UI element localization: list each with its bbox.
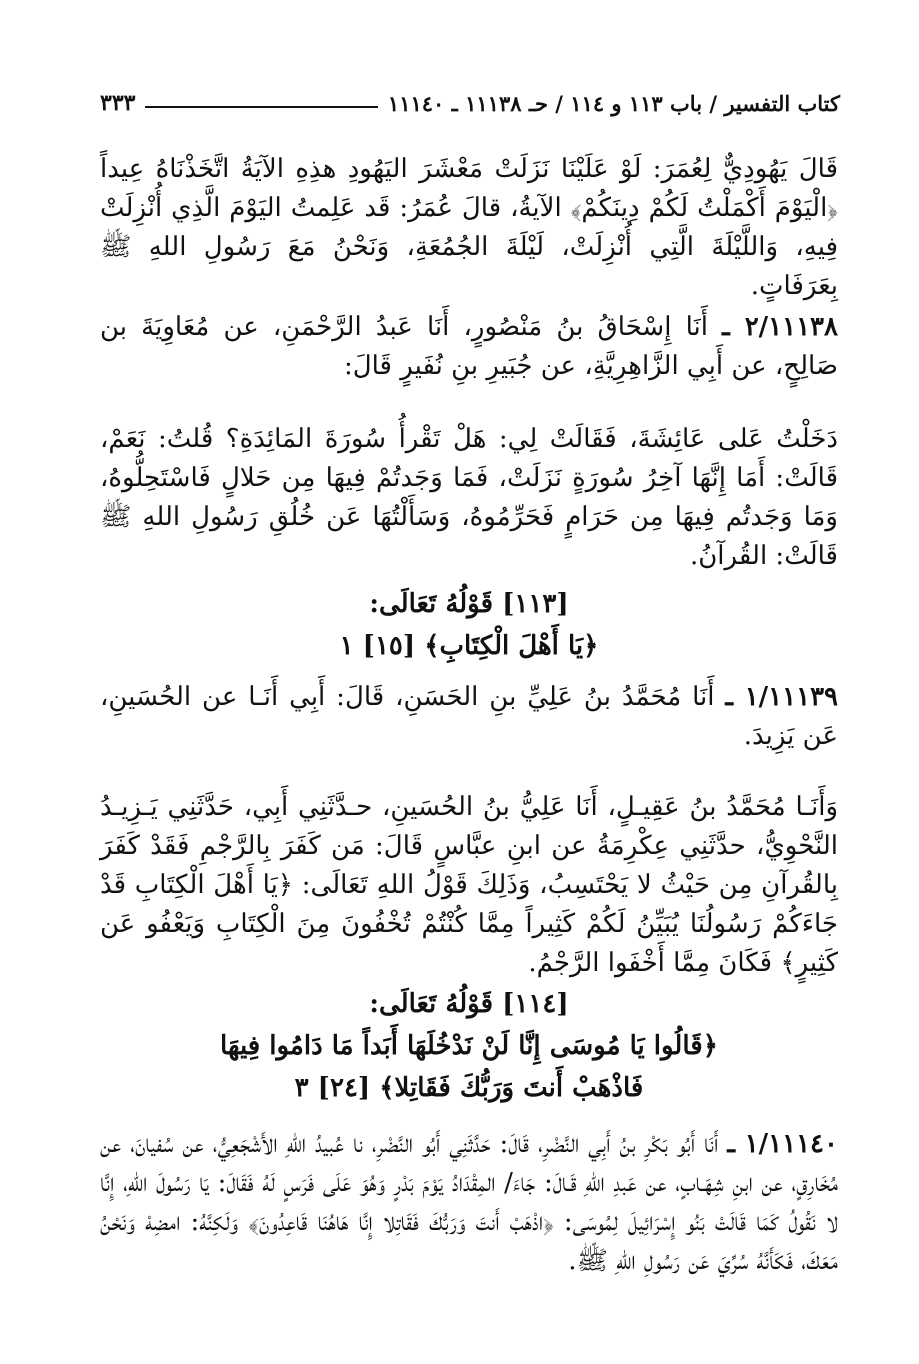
header-rule: [145, 106, 377, 108]
heading-title: [١١٤] قَوْلُهُ تَعَالَى:: [369, 989, 569, 1019]
running-title: كتاب التفسير / باب ١١٣ و ١١٤ / حـ ١١١٣٨ ـ ١١١٤٠: [387, 90, 840, 116]
section-heading-113: [100, 583, 838, 667]
hadith-number: ١/١١١٣٩ ـ: [725, 682, 839, 712]
paragraph-ikrima-text: وَأَنَـا مُحَمَّدُ بنُ عَقِيـلٍ، أَنَا عَلِيُّ بنُ الحُسَينِ، حـدَّثَنِي أَبِي، حَدَّثَنِي يَـزِيـدُ النَّحْوِيُّ، حدَّثَنِي عِكْرِمَةُ عن ابنِ عبَّاسٍ قَالَ: مَن كَفَرَ بِالرَّجْمِ فَقَدْ كَفَرَ بِالقُرآنِ مِن حَيْثُ لا يَحْتَسِبُ، وَذَلِكَ قَوْلُ اللهِ تَعَالَى: ﴿يَا أَهْلَ الْكِتَابِ قَدْ جَاءَكُمْ رَسُولُنَا يُبَيِّنُ لَكُمْ كَثِيراً مِمَّا كُنْتُمْ تُخْفُونَ مِنَ الْكِتَابِ وَيَعْفُو عَن كَثِيرٍ﴾ فَكَانَ مِمَّا أَخْفَوا الرَّجْمُ.: [100, 792, 838, 978]
heading-title: [١١٣] قَوْلُهُ تَعَالَى:: [369, 589, 569, 619]
paragraph-1-text: قَالَ يَهُودِيٌّ لِعُمَرَ: لَوْ عَلَيْنَا نَزَلَتْ مَعْشَرَ اليَهُودِ هذِهِ الآيَةُ اتَّخَذْنَاهُ عِيداً ﴿الْيَوْمَ أَكْمَلْتُ لَكُمْ دِينَكُمْ﴾ الآيةُ، قالَ عُمَرُ: قَد عَلِمتُ اليَوْمَ الَّذِي أُنْزِلَتْ فِيهِ، وَاللَّيْلَةَ الَّتِي أُنْزِلَتْ، لَيْلَةَ الجُمُعَةِ، وَنَحْنُ مَعَ رَسُولِ اللهِ ﷺ بِعَرَفَاتٍ.: [100, 154, 838, 301]
hadith-11138: [100, 308, 838, 386]
section-heading-114: [100, 983, 838, 1109]
heading-verse-line-1: ﴿قَالُوا يَا مُوسَى إِنَّا لَنْ نَدْخُلَهَا أَبَداً مَا دَامُوا فِيهَا: [220, 1031, 718, 1061]
hadith-text: أَنَا إِسْحَاقُ بنُ مَنْصُورٍ، أَنَا عَبدُ الرَّحْمَنِ، عن مُعَاوِيَةَ بن صَالِحٍ، عن أَبِي الزَّاهِرِيَّةِ، عن جُبَيرِ بنِ نُفَيرٍ قَالَ:: [100, 312, 838, 381]
hadith-text: أَنَا أَبُو بَكْرِ بنُ أَبِي النَّضْرِ، قَالَ: حَدَّثَنِي أَبُو النَّضْرِ، نا عُبيدُ اللهِ الأَشْجَعِيُّ، عن سُفيانَ، عن مُخَارِقٍ، عن ابنِ شِهَـابٍ، عن عَبدِ اللهِ قَـالَ: جَاءَ/ المِقْدَادُ يَوْمَ بَدْرٍ وَهُوَ عَلَى فَرَسٍ لَهُ فَقَالَ: يَا رَسُولَ اللهِ، إِنَّا لا نَقُولُ كَمَا قَالَتْ بَنُو إِسْرَائِيلَ لِمُوسَى: ﴿اذْهَبْ أَنتَ وَرَبُّكَ فَقَاتِلا إِنَّا هَاهُنَا قَاعِدُونَ﴾ وَلَكِنَّهُ: امضِهْ وَنَحْنُ مَعَكَ، فَكَأَنَّهُ سُرِّيَ عَن رَسُولِ اللهِ ﷺ.: [100, 1129, 838, 1276]
hadith-11139: [100, 678, 838, 756]
heading-verse-line-2: فَاذْهَبْ أَنتَ وَرَبُّكَ فَقَاتِلا﴾ [٢٤] ٣: [294, 1073, 644, 1103]
heading-verse: ﴿يَا أَهْلَ الْكِتَابِ﴾ [١٥] ١: [339, 631, 599, 661]
paragraph-1: [100, 150, 838, 306]
paragraph-aisha-text: دَخَلْتُ عَلى عَائِشَةَ، فَقَالَتْ لِي: هَلْ تَقْرأُ سُورَةَ المَائِدَةِ؟ قُلتُ: نَعَمْ، قَالَتْ: أَمَا إِنَّهَا آخِرُ سُورَةٍ نَزَلَتْ، فَمَا وَجَدتُمْ فِيهَا مِن حَلالٍ فَاسْتَحِلُّوهُ، وَمَا وَجَدتُم فِيهَا مِن حَرَامٍ فَحَرِّمُوهُ، وَسَأَلْتُهَا عَن خُلُقِ رَسُولِ اللهِ ﷺ قَالَتْ: القُرآنُ.: [100, 424, 838, 571]
page-number: ٣٣٣: [100, 90, 136, 116]
hadith-number: ٢/١١١٣٨ ـ: [722, 312, 838, 342]
paragraph-aisha: [100, 420, 838, 576]
hadith-text: أَنَا مُحَمَّدُ بنُ عَلِيِّ بنِ الحَسَنِ، قَالَ: أَبِي أَنَـا عن الحُسَينِ، عَن يَزِيدَ.: [100, 682, 838, 751]
hadith-11140: [100, 1125, 838, 1281]
paragraph-ikrima: [100, 788, 838, 983]
running-header: [100, 86, 840, 120]
hadith-number: ١/١١١٤٠ ـ: [727, 1129, 838, 1159]
